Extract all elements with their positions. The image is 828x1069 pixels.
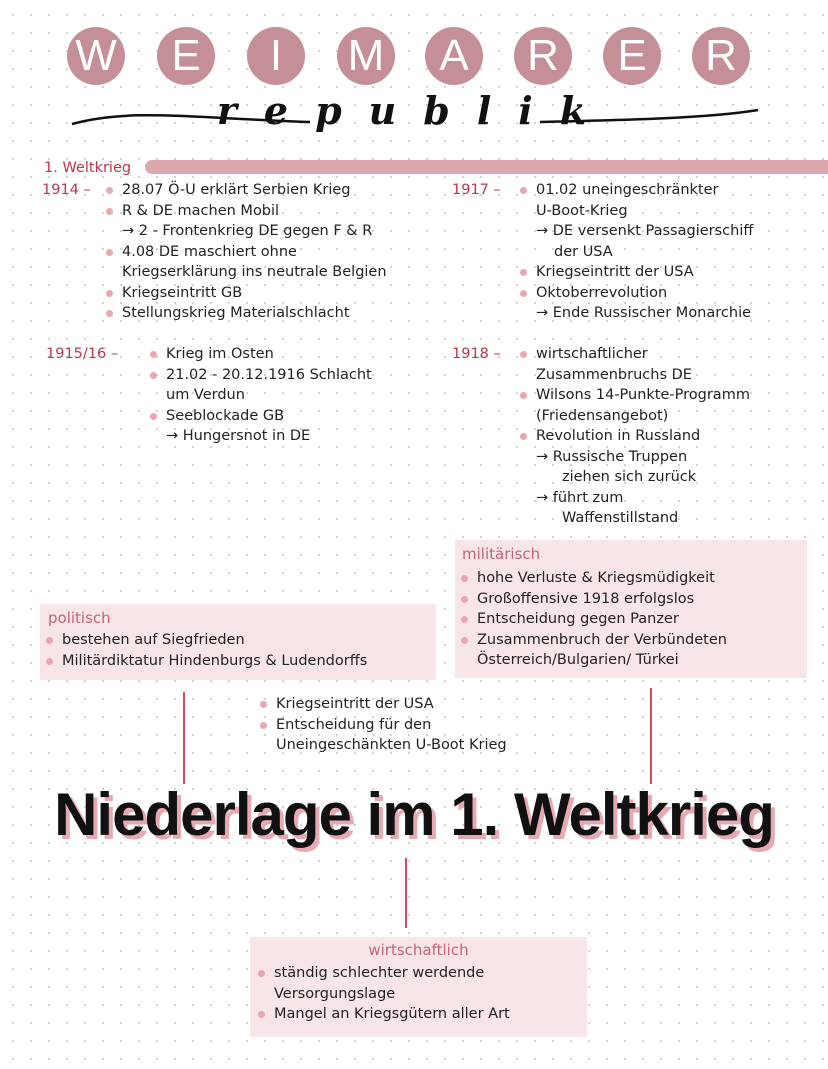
item-1914-2: R & DE machen Mobil — [104, 201, 387, 222]
item-1914-3: → 2 - Frontenkrieg DE gegen F & R — [122, 223, 373, 239]
militaerisch-item-5: Österreich/Bulgarien/ Türkei — [477, 652, 679, 668]
item-1918-3: Wilsons 14-Punkte-Programm — [518, 385, 750, 406]
middle-item-2: Entscheidung für den — [258, 715, 507, 736]
year-1917: 1917 – — [452, 182, 501, 198]
box-militaerisch — [455, 540, 807, 678]
item-1918-8: → führt zum — [536, 489, 624, 506]
title-letter-e: E — [157, 27, 215, 85]
section-underline — [145, 160, 828, 174]
year-1914: 1914 – — [42, 182, 91, 198]
item-1918-5: Revolution in Russland — [518, 426, 750, 447]
conclusion-heading: Niederlage im 1. Weltkrieg — [54, 781, 774, 848]
connector-bottom — [405, 858, 407, 928]
item-1917-2: U-Boot-Krieg — [536, 202, 628, 219]
item-1918-4: (Friedensangebot) — [536, 407, 669, 424]
politisch-item-2: Militärdiktatur Hindenburgs & Ludendorffs — [44, 651, 367, 672]
item-1918-6: → Russische Truppen — [536, 448, 688, 465]
item-1918-2: Zusammenbruchs DE — [536, 366, 692, 383]
item-1915-2: 21.02 - 20.12.1916 Schlacht — [148, 365, 372, 386]
title-letter-a: A — [425, 27, 483, 85]
connector-left — [183, 692, 185, 784]
militaerisch-item-2: Großoffensive 1918 erfolgslos — [459, 589, 727, 610]
box-wirtschaftlich — [250, 937, 587, 1037]
item-1917-4: der USA — [554, 243, 613, 260]
item-1918-1: wirtschaftlicher — [518, 344, 750, 365]
item-1914-6: Kriegseintritt GB — [104, 283, 387, 304]
wirtschaftlich-item-2: Versorgungslage — [274, 985, 396, 1002]
title-letter-r: R — [514, 27, 572, 85]
militaerisch-item-4: Zusammenbruch der Verbündeten — [459, 630, 727, 651]
militaerisch-item-3: Entscheidung gegen Panzer — [459, 609, 727, 630]
politisch-item-1: bestehen auf Siegfrieden — [44, 630, 367, 651]
block-1918 — [518, 344, 750, 529]
item-1914-1: 28.07 Ö-U erklärt Serbien Krieg — [104, 180, 387, 201]
item-1917-3: → DE versenkt Passagierschiff — [536, 223, 754, 239]
wirtschaftlich-heading: wirtschaftlich — [368, 941, 469, 959]
wirtschaftlich-list — [256, 963, 510, 1025]
year-1918: 1918 – — [452, 346, 501, 362]
block-1915 — [148, 344, 372, 447]
item-1917-1: 01.02 uneingeschränkter — [518, 180, 753, 201]
year-1915: 1915/16 – — [46, 346, 119, 362]
item-1917-6: Oktoberrevolution — [518, 283, 753, 304]
title-letter-w: W — [67, 27, 125, 85]
item-1914-5: Kriegserklärung ins neutrale Belgien — [122, 264, 387, 280]
middle-list — [258, 694, 507, 756]
section-label: 1. Weltkrieg — [44, 160, 132, 176]
item-1918-9: Waffenstillstand — [562, 510, 679, 526]
item-1915-3: um Verdun — [166, 387, 245, 403]
subtitle — [70, 88, 760, 148]
militaerisch-heading: militärisch — [462, 545, 541, 563]
box-politisch — [40, 604, 436, 680]
block-1917 — [518, 180, 753, 324]
connector-right — [650, 688, 652, 784]
item-1915-5: → Hungersnot in DE — [166, 428, 311, 444]
middle-item-1: Kriegseintritt der USA — [258, 694, 507, 715]
wirtschaftlich-item-3: Mangel an Kriegsgütern aller Art — [256, 1004, 510, 1025]
politisch-heading: politisch — [48, 609, 111, 627]
militaerisch-item-1: hohe Verluste & Kriegsmüdigkeit — [459, 568, 727, 589]
item-1918-7: ziehen sich zurück — [562, 469, 697, 485]
title-letter-m: M — [337, 27, 395, 85]
item-1914-4: 4.08 DE maschiert ohne — [104, 242, 387, 263]
item-1915-1: Krieg im Osten — [148, 344, 372, 365]
item-1917-7: → Ende Russischer Monarchie — [536, 305, 752, 321]
item-1914-7: Stellungskrieg Materialschlacht — [104, 303, 387, 324]
block-1914 — [104, 180, 387, 324]
middle-item-3: Uneingeschänkten U-Boot Krieg — [276, 737, 507, 753]
title-letter-r2: R — [692, 27, 750, 85]
militaerisch-list — [459, 568, 727, 671]
title-letter-e2: E — [603, 27, 661, 85]
politisch-list — [44, 630, 367, 671]
item-1915-4: Seeblockade GB — [148, 406, 372, 427]
subtitle-text: republik — [216, 88, 614, 133]
item-1917-5: Kriegseintritt der USA — [518, 262, 753, 283]
wirtschaftlich-item-1: ständig schlechter werdende — [256, 963, 510, 984]
title-letter-i: I — [247, 27, 305, 85]
